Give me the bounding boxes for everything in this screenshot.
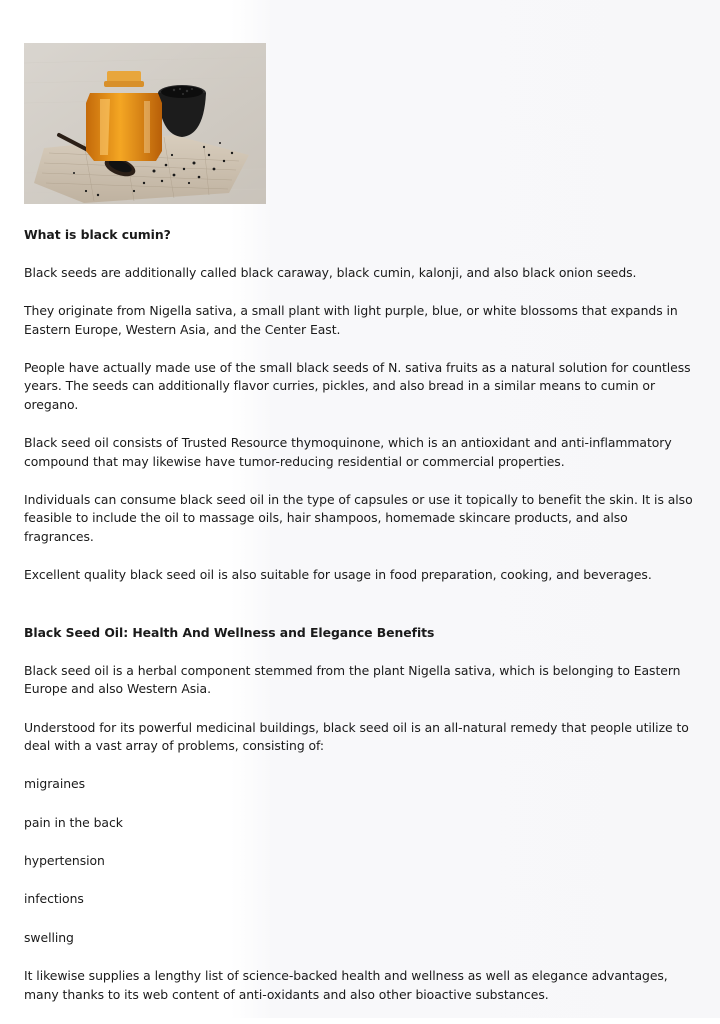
list-item: swelling	[24, 929, 74, 945]
paragraph: Black seed oil is a herbal component stemmed from the plant Nigella sativa, which is belonging to Eastern Europe and also Western Asia.	[24, 662, 681, 697]
black-seed-oil-jar-photo-icon	[24, 43, 266, 204]
article-body	[24, 226, 696, 1024]
paragraph: Black seeds are additionally called black caraway, black cumin, kalonji, and also black onion seeds.	[24, 265, 637, 281]
conditions-list	[24, 775, 696, 947]
paragraph: Understood for its powerful medicinal buildings, black seed oil is an all-natural remedy that people utilize to deal with a vast array of problems, consisting of:	[24, 719, 689, 754]
section-heading-health-benefits: Black Seed Oil: Health And Wellness and Elegance Benefits	[24, 624, 435, 640]
list-item: infections	[24, 891, 84, 907]
section-heading-black-cumin: What is black cumin?	[24, 227, 171, 242]
closing-paragraph: It likewise supplies a lengthy list of science-backed health and wellness as well as elegance advantages, many thanks to its web content of anti-oxidants and also other bioactive substances.	[24, 968, 668, 1002]
paragraph: People have actually made use of the small black seeds of N. sativa fruits as a natural solution for countless years. The seeds can additionally flavor curries, pickles, and also bread in a similar means to cumin or oregano.	[24, 359, 691, 413]
paragraph: Black seed oil consists of Trusted Resource thymoquinone, which is an antioxidant and anti-inflammatory compound that may likewise have tumor-reducing residential or commercial properties.	[24, 435, 672, 469]
list-item: hypertension	[24, 852, 105, 868]
paragraph: They originate from Nigella sativa, a small plant with light purple, blue, or white blossoms that expands in Eastern Europe, Western Asia, and the Center East.	[24, 303, 678, 337]
paragraph: Excellent quality black seed oil is also suitable for usage in food preparation, cooking, and beverages.	[24, 567, 652, 583]
list-item: pain in the back	[24, 814, 123, 830]
list-item: migraines	[24, 776, 85, 792]
paragraph: Individuals can consume black seed oil in the type of capsules or use it topically to benefit the skin. It is also feasible to include the oil to massage oils, hair shampoos, homemade skincare products, and also fragrances.	[24, 491, 693, 545]
black-seed-oil-photo	[24, 43, 266, 204]
